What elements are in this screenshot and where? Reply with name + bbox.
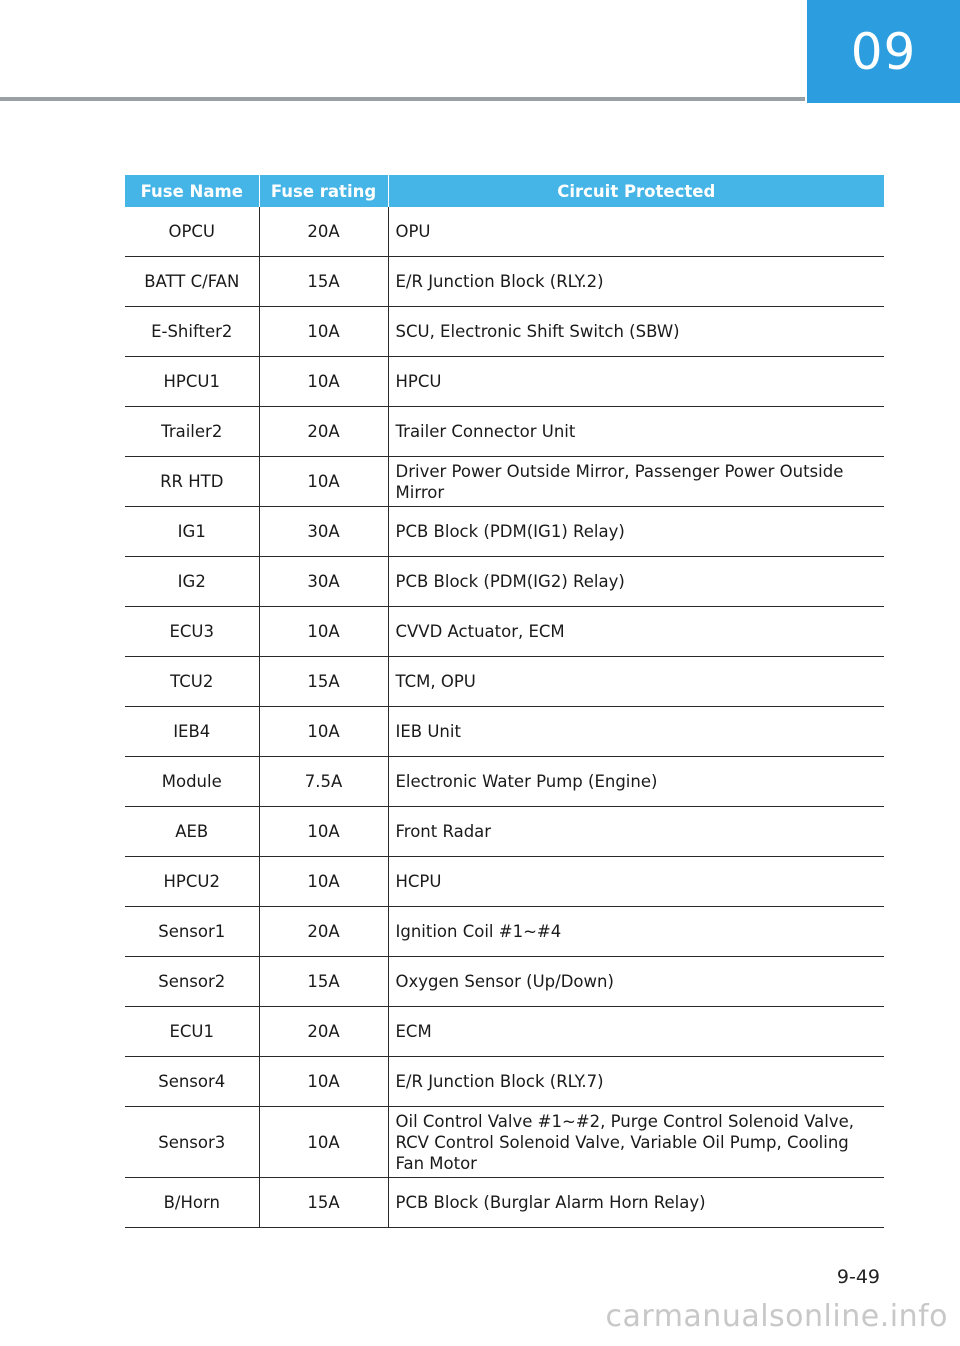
fuse-rating-cell: 10A [259, 607, 388, 657]
fuse-rating-cell: 20A [259, 907, 388, 957]
column-header-fuse-rating: Fuse rating [259, 175, 388, 207]
fuse-name-cell: HPCU2 [125, 857, 259, 907]
fuse-name-cell: Sensor1 [125, 907, 259, 957]
fuse-name-cell: RR HTD [125, 457, 259, 507]
fuse-name-cell: Trailer2 [125, 407, 259, 457]
column-header-fuse-name: Fuse Name [125, 175, 259, 207]
circuit-protected-cell: CVVD Actuator, ECM [388, 607, 884, 657]
fuse-rating-cell: 15A [259, 957, 388, 1007]
fuse-rating-cell: 10A [259, 1057, 388, 1107]
table-row [125, 757, 884, 807]
table-row [125, 1107, 884, 1178]
chapter-number-tab: 09 [807, 0, 960, 103]
fuse-name-cell: BATT C/FAN [125, 257, 259, 307]
circuit-protected-cell: Ignition Coil #1~#4 [388, 907, 884, 957]
fuse-rating-cell: 20A [259, 207, 388, 257]
fuse-rating-cell: 10A [259, 807, 388, 857]
fuse-name-cell: TCU2 [125, 657, 259, 707]
fuse-rating-cell: 30A [259, 507, 388, 557]
table-row [125, 657, 884, 707]
circuit-protected-cell: IEB Unit [388, 707, 884, 757]
circuit-protected-cell: PCB Block (PDM(IG1) Relay) [388, 507, 884, 557]
table-row [125, 457, 884, 507]
circuit-protected-cell: ECM [388, 1007, 884, 1057]
fuse-rating-cell: 30A [259, 557, 388, 607]
table-row [125, 1007, 884, 1057]
table-row [125, 407, 884, 457]
table-row [125, 257, 884, 307]
circuit-protected-cell: E/R Junction Block (RLY.7) [388, 1057, 884, 1107]
table-row [125, 307, 884, 357]
fuse-table [125, 175, 884, 1228]
fuse-rating-cell: 15A [259, 657, 388, 707]
fuse-name-cell: HPCU1 [125, 357, 259, 407]
fuse-name-cell: IG2 [125, 557, 259, 607]
fuse-name-cell: Sensor3 [125, 1107, 259, 1178]
circuit-protected-cell: Front Radar [388, 807, 884, 857]
circuit-protected-cell: E/R Junction Block (RLY.2) [388, 257, 884, 307]
circuit-protected-cell: Oxygen Sensor (Up/Down) [388, 957, 884, 1007]
table-row [125, 907, 884, 957]
fuse-name-cell: IG1 [125, 507, 259, 557]
circuit-protected-cell: PCB Block (Burglar Alarm Horn Relay) [388, 1178, 884, 1228]
fuse-rating-cell: 10A [259, 457, 388, 507]
table-row [125, 557, 884, 607]
table-row [125, 357, 884, 407]
circuit-protected-cell: Oil Control Valve #1~#2, Purge Control Solenoid Valve, RCV Control Solenoid Valve, Variable Oil Pump, Cooling Fan Motor [388, 1107, 884, 1178]
watermark: carmanualsonline.info [605, 1299, 948, 1334]
page-number: 9-49 [836, 1266, 880, 1288]
fuse-rating-cell: 20A [259, 1007, 388, 1057]
circuit-protected-cell: OPU [388, 207, 884, 257]
circuit-protected-cell: PCB Block (PDM(IG2) Relay) [388, 557, 884, 607]
fuse-rating-cell: 10A [259, 307, 388, 357]
table-row [125, 707, 884, 757]
fuse-name-cell: OPCU [125, 207, 259, 257]
fuse-rating-cell: 20A [259, 407, 388, 457]
fuse-rating-cell: 15A [259, 257, 388, 307]
fuse-rating-cell: 15A [259, 1178, 388, 1228]
table-row [125, 607, 884, 657]
table-row [125, 1178, 884, 1228]
table-row [125, 807, 884, 857]
circuit-protected-cell: Trailer Connector Unit [388, 407, 884, 457]
fuse-name-cell: E-Shifter2 [125, 307, 259, 357]
fuse-name-cell: Sensor4 [125, 1057, 259, 1107]
fuse-name-cell: IEB4 [125, 707, 259, 757]
fuse-name-cell: ECU3 [125, 607, 259, 657]
circuit-protected-cell: HPCU [388, 357, 884, 407]
circuit-protected-cell: Driver Power Outside Mirror, Passenger Power Outside Mirror [388, 457, 884, 507]
fuse-rating-cell: 10A [259, 357, 388, 407]
table-row [125, 1057, 884, 1107]
table-row [125, 507, 884, 557]
fuse-name-cell: ECU1 [125, 1007, 259, 1057]
header-rule [0, 97, 805, 101]
fuse-table-header [125, 175, 884, 207]
fuse-rating-cell: 10A [259, 707, 388, 757]
fuse-rating-cell: 7.5A [259, 757, 388, 807]
circuit-protected-cell: HCPU [388, 857, 884, 907]
fuse-table-body [125, 207, 884, 1228]
fuse-name-cell: Sensor2 [125, 957, 259, 1007]
circuit-protected-cell: SCU, Electronic Shift Switch (SBW) [388, 307, 884, 357]
circuit-protected-cell: TCM, OPU [388, 657, 884, 707]
table-row [125, 857, 884, 907]
table-row [125, 207, 884, 257]
fuse-name-cell: AEB [125, 807, 259, 857]
fuse-name-cell: Module [125, 757, 259, 807]
fuse-rating-cell: 10A [259, 1107, 388, 1178]
circuit-protected-cell: Electronic Water Pump (Engine) [388, 757, 884, 807]
table-row [125, 957, 884, 1007]
fuse-rating-cell: 10A [259, 857, 388, 907]
fuse-name-cell: B/Horn [125, 1178, 259, 1228]
column-header-circuit-protected: Circuit Protected [388, 175, 884, 207]
